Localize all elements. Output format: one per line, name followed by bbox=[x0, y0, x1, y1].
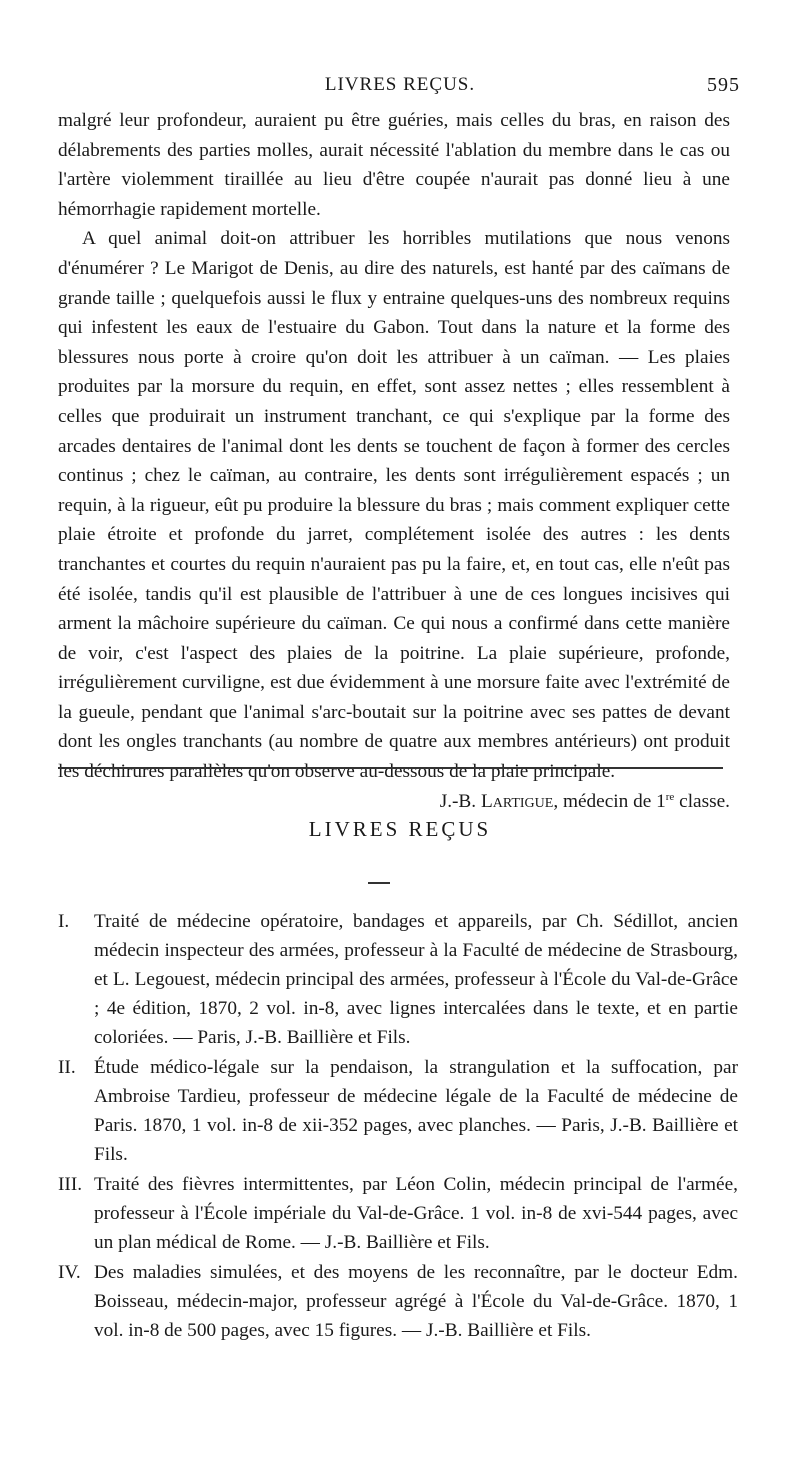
entry-numeral: III. bbox=[58, 1174, 83, 1195]
article-body bbox=[58, 106, 730, 816]
body-paragraph: malgré leur profondeur, auraient pu être guéries, mais celles du bras, en raison des délabrements des parties molles, aurait nécessité l'ablation du membre dans le cas ou l'artère violemment tiraillée au lieu d'être coupée n'aurait pas donné lieu à une hémorrhagie rapidement mortelle. bbox=[58, 110, 730, 220]
entry-text: Traité de médecine opératoire, bandages et appareils, par Ch. Sédillot, ancien médecin inspecteur des armées, professeur à la Faculté de médecine de Strasbourg, et L. Legouest, médecin principal des armées, professeur à l'École du Val-de-Grâce ; 4e édition, 1870, 2 vol. in-8, avec lignes intercalées dans le texte, et en partie coloriées. — Paris, J.-B. Baillière et Fils. bbox=[94, 911, 738, 1048]
page-number: 595 bbox=[707, 74, 740, 96]
section-divider bbox=[58, 767, 723, 769]
book-entry bbox=[58, 1053, 738, 1169]
section-title: LIVRES REÇUS bbox=[308, 817, 492, 841]
book-entry bbox=[58, 1170, 738, 1257]
body-paragraph-text: A quel animal doit-on attribuer les horribles mutilations que nous venons d'énumérer ? Le Marigot de Denis, au dire des naturels, est hanté par des caïmans de grande taille ; quelquefois aussi le flux y entraine quelques-uns des nombreux requins qui infestent les eaux de l'estuaire du Gabon. Tout dans la nature et la forme des blessures nous porte à croire qu'on doit les attribuer à un caïman. — Les plaies produites par la morsure du requin, en effet, sont assez nettes ; elles ressemblent à celles que produirait un instrument tranchant, ce qui s'explique par la forme des arcades dentaires de l'animal dont les dents se touchent de façon à former des cercles continus ; chez le caïman, au contraire, les dents sont irrégulièrement espacés ; un requin, à la rigueur, eût pu produire la blessure du bras ; mais comment expliquer cette plaie étroite et profonde du jarret, complétement isolée des autres : les dents tranchantes et courtes du requin n'auraient pas pu la faire, et, en tout cas, elle n'eût pas été isolée, tandis qu'il est plausible de l'attribuer à une de ces longues incisives qui arment la mâchoire supérieure du caïman. Ce qui nous a confirmé dans cette manière de voir, c'est l'aspect des plaies de la poitrine. La plaie supérieure, profonde, irrégulièrement curviligne, est due évidemment à une morsure faite avec l'extrémité de la gueule, pendant que l'animal s'arc-boutait sur la poitrine avec ses pattes de devant dont les ongles tranchants (au nombre de quatre aux membres antérieurs) ont produit les déchirures parallèles qu'on observe au-dessous de la plaie principale. bbox=[58, 228, 730, 783]
author-signature: J.-B. Lartigue, médecin de 1re classe. bbox=[439, 790, 730, 812]
running-title: LIVRES REÇUS. bbox=[324, 74, 476, 95]
signature-initials: J.-B. bbox=[439, 790, 477, 812]
entry-numeral: II. bbox=[58, 1057, 76, 1078]
running-header bbox=[60, 70, 740, 100]
entry-text: Des maladies simulées, et des moyens de les reconnaître, par le docteur Edm. Boisseau, médecin-major, professeur agrégé à l'École du Val-de-Grâce. 1870, 1 vol. in-8 de 500 pages, avec 15 figures. — J.-B. Baillière et Fils. bbox=[94, 1262, 738, 1341]
signature-role-end: classe. bbox=[674, 790, 730, 812]
entry-text: Étude médico-légale sur la pendaison, la strangulation et la suffocation, par Ambroise Tardieu, professeur de médecine légale de la Faculté de médecine de Paris. 1870, 1 vol. in-8 de xii-352 pages, avec planches. — Paris, J.-B. Baillière et Fils. bbox=[94, 1057, 738, 1165]
body-paragraph bbox=[58, 224, 730, 812]
title-dash bbox=[368, 882, 390, 884]
signature-name: Lartigue bbox=[480, 790, 554, 812]
entry-numeral: I. bbox=[58, 911, 70, 932]
signature-role: médecin de 1 bbox=[562, 790, 666, 812]
book-entry bbox=[58, 1258, 738, 1345]
book-list bbox=[58, 907, 738, 1346]
entry-numeral: IV. bbox=[58, 1262, 81, 1283]
book-entry bbox=[58, 907, 738, 1052]
signature-role-sup: re bbox=[665, 790, 675, 803]
entry-text: Traité des fièvres intermittentes, par Léon Colin, médecin principal de l'armée, professeur à l'École impériale du Val-de-Grâce. 1 vol. in-8 de xvi-544 pages, avec un plan médical de Rome. — J.-B. Baillière et Fils. bbox=[94, 1174, 738, 1253]
